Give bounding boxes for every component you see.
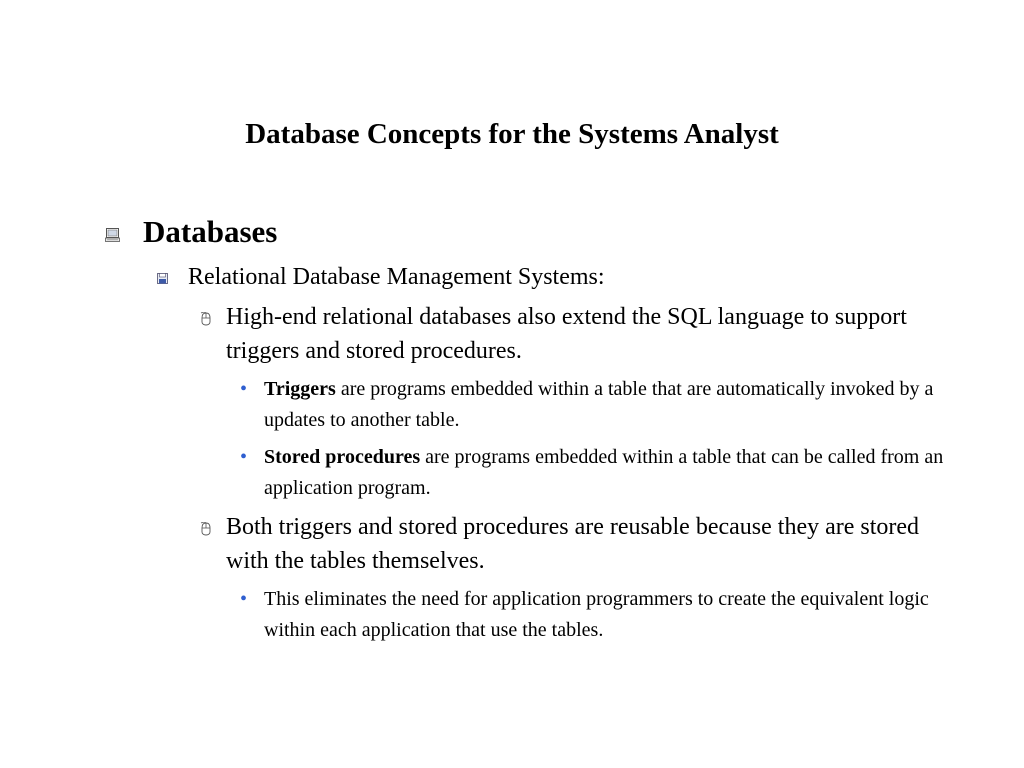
subpoint-text: are programs embedded within a table that are automatically invoked by a updates to another table. (264, 378, 934, 431)
mouse-icon (199, 522, 213, 536)
point-text: Both triggers and stored procedures are reusable because they are stored with the tables themselves. (226, 514, 920, 574)
computer-icon (105, 228, 120, 242)
point-text: High-end relational databases also extend the SQL language to support triggers and stored procedures. (226, 304, 907, 364)
subpoint-triggers (240, 374, 964, 436)
level2-text: Relational Database Management Systems: (188, 264, 605, 290)
subpoint-text: are programs embedded within a table that can be called from an application program. (264, 446, 944, 499)
subpoint-eliminates (240, 584, 964, 646)
point-reusable (226, 510, 966, 578)
bullet-dot: • (240, 588, 248, 610)
bullet-dot: • (240, 446, 248, 468)
mouse-icon (199, 312, 213, 326)
subpoint-text: This eliminates the need for application programmers to create the equivalent logic within each application that use the tables. (264, 588, 929, 641)
bullet-dot: • (240, 378, 248, 400)
subpoint-stored-procedures (240, 442, 964, 504)
slide-title: Database Concepts for the Systems Analyst (245, 118, 779, 150)
point-sql-extend (226, 300, 966, 368)
subpoint-term: Triggers (264, 378, 336, 400)
bullet-rdbms (188, 260, 605, 294)
floppy-disk-icon (157, 273, 168, 284)
bullet-databases (143, 212, 277, 252)
level1-text: Databases (143, 214, 278, 249)
subpoint-term: Stored procedures (264, 446, 421, 468)
